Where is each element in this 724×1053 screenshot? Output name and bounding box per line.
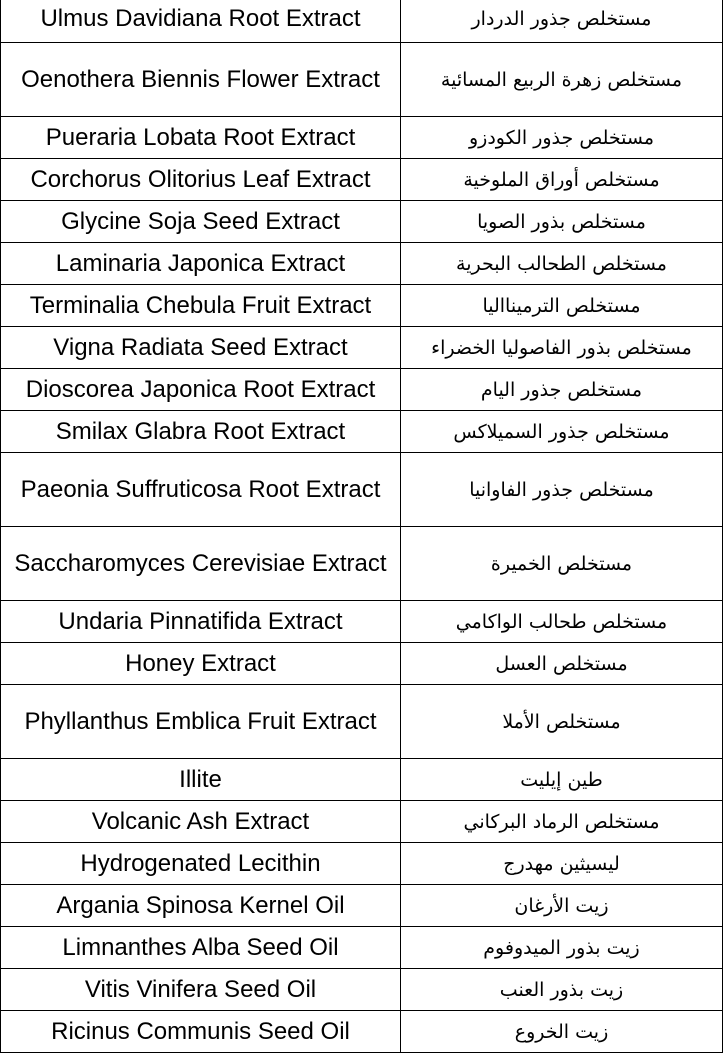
arabic-name-cell: مستخلص جذور الفاوانيا [401, 453, 723, 527]
arabic-name-cell: مستخلص جذور السميلاكس [401, 411, 723, 453]
english-name-cell: Vigna Radiata Seed Extract [1, 327, 401, 369]
table-row [1, 411, 723, 453]
arabic-name-cell: مستخلص طحالب الواكامي [401, 601, 723, 643]
table-row [1, 285, 723, 327]
table-row [1, 601, 723, 643]
table-row [1, 43, 723, 117]
arabic-name-cell: مستخلص الأملا [401, 685, 723, 759]
table-row [1, 969, 723, 1011]
table-row [1, 117, 723, 159]
arabic-name-cell: زيت بذور الميدوفوم [401, 927, 723, 969]
table-row [1, 1011, 723, 1053]
arabic-name-cell: طين إيليت [401, 759, 723, 801]
english-name-cell: Honey Extract [1, 643, 401, 685]
arabic-name-cell: زيت بذور العنب [401, 969, 723, 1011]
arabic-name-cell: مستخلص بذور الصويا [401, 201, 723, 243]
english-name-cell: Laminaria Japonica Extract [1, 243, 401, 285]
english-name-cell: Paeonia Suffruticosa Root Extract [1, 453, 401, 527]
table-row [1, 327, 723, 369]
arabic-name-cell: مستخلص زهرة الربيع المسائية [401, 43, 723, 117]
english-name-cell: Hydrogenated Lecithin [1, 843, 401, 885]
table-row [1, 885, 723, 927]
table-row [1, 759, 723, 801]
arabic-name-cell: مستخلص بذور الفاصوليا الخضراء [401, 327, 723, 369]
table-row [1, 243, 723, 285]
english-name-cell: Phyllanthus Emblica Fruit Extract [1, 685, 401, 759]
english-name-cell: Saccharomyces Cerevisiae Extract [1, 527, 401, 601]
table-row [1, 369, 723, 411]
english-name-cell: Ricinus Communis Seed Oil [1, 1011, 401, 1053]
english-name-cell: Vitis Vinifera Seed Oil [1, 969, 401, 1011]
arabic-name-cell: زيت الخروع [401, 1011, 723, 1053]
table-row [1, 927, 723, 969]
english-name-cell: Undaria Pinnatifida Extract [1, 601, 401, 643]
arabic-name-cell: مستخلص الخميرة [401, 527, 723, 601]
english-name-cell: Corchorus Olitorius Leaf Extract [1, 159, 401, 201]
arabic-name-cell: مستخلص جذور اليام [401, 369, 723, 411]
english-name-cell: Glycine Soja Seed Extract [1, 201, 401, 243]
table-row [1, 453, 723, 527]
arabic-name-cell: مستخلص جذور الدردار [401, 0, 723, 43]
english-name-cell: Limnanthes Alba Seed Oil [1, 927, 401, 969]
table-row [1, 843, 723, 885]
arabic-name-cell: مستخلص الترمينااليا [401, 285, 723, 327]
english-name-cell: Argania Spinosa Kernel Oil [1, 885, 401, 927]
table-row [1, 801, 723, 843]
english-name-cell: Dioscorea Japonica Root Extract [1, 369, 401, 411]
english-name-cell: Illite [1, 759, 401, 801]
table-row [1, 159, 723, 201]
arabic-name-cell: ليسيثين مهدرج [401, 843, 723, 885]
english-name-cell: Oenothera Biennis Flower Extract [1, 43, 401, 117]
table-row [1, 685, 723, 759]
arabic-name-cell: مستخلص جذور الكودزو [401, 117, 723, 159]
arabic-name-cell: مستخلص أوراق الملوخية [401, 159, 723, 201]
table-row [1, 527, 723, 601]
table-row [1, 201, 723, 243]
arabic-name-cell: مستخلص الطحالب البحرية [401, 243, 723, 285]
english-name-cell: Volcanic Ash Extract [1, 801, 401, 843]
arabic-name-cell: مستخلص العسل [401, 643, 723, 685]
english-name-cell: Pueraria Lobata Root Extract [1, 117, 401, 159]
english-name-cell: Terminalia Chebula Fruit Extract [1, 285, 401, 327]
english-name-cell: Ulmus Davidiana Root Extract [1, 0, 401, 43]
arabic-name-cell: مستخلص الرماد البركاني [401, 801, 723, 843]
ingredients-table-body [1, 0, 723, 1053]
table-row [1, 0, 723, 43]
english-name-cell: Smilax Glabra Root Extract [1, 411, 401, 453]
table-row [1, 643, 723, 685]
arabic-name-cell: زيت الأرغان [401, 885, 723, 927]
